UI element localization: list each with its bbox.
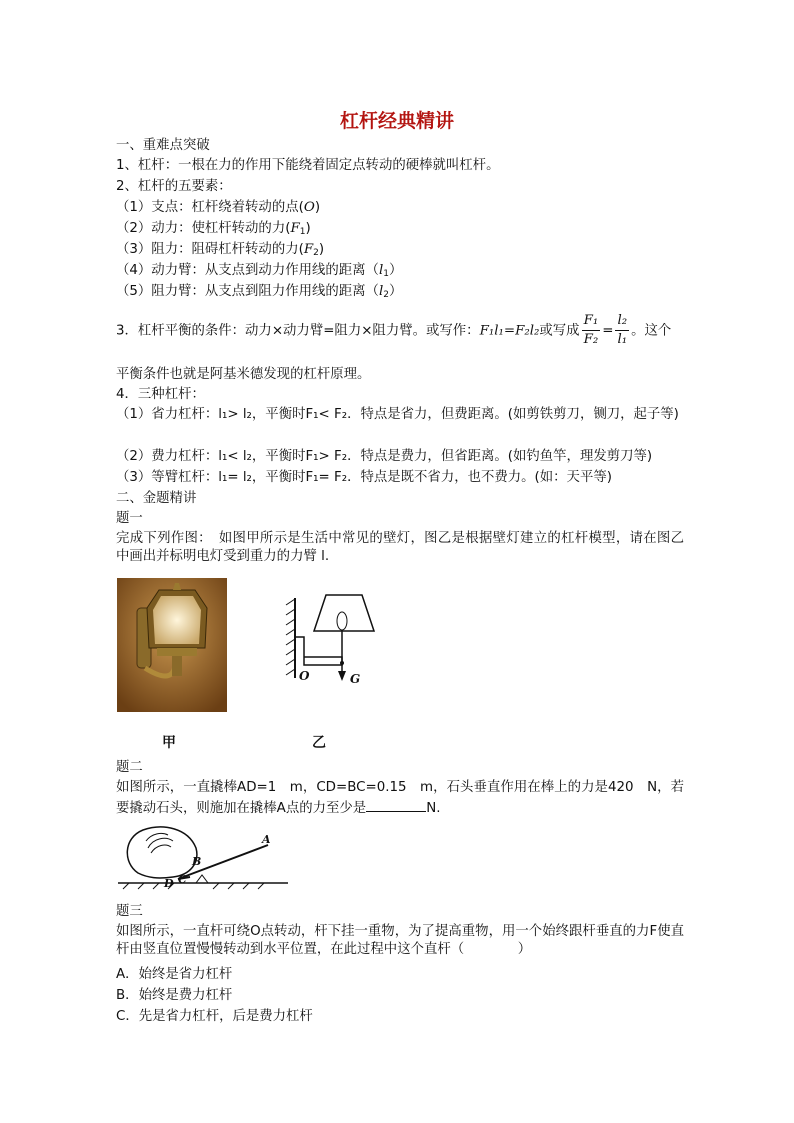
symbol-o: O <box>303 200 315 215</box>
answer-blank[interactable] <box>366 797 426 812</box>
element-load-text: （3）阻力：阻碍杠杆转动的力( <box>116 242 304 257</box>
para-lever-definition: 1、杠杆：一根在力的作用下能绕着固定点转动的硬棒就叫杠杆。 <box>116 158 500 173</box>
lever-equal-arm: （3）等臂杠杆：l₁= l₂，平衡时F₁= F₂．特点是既不省力，也不费力。(如：天平等) <box>116 470 612 485</box>
para-three-levers: 4．三种杠杆： <box>116 387 205 402</box>
q2-text-body: 如图所示，一直撬棒AD=1 m，CD=BC=0.15 m，石头垂直作用在棒上的力是420 N，若要撬动石头，则施加在撬棒A点的力至少是 <box>116 780 684 816</box>
balance-equation: F₁l₁=F₂l₂ <box>479 323 540 339</box>
lever-model-diagram <box>280 593 390 693</box>
caption-yi: 乙 <box>312 735 326 751</box>
lever-force-costing: （2）费力杠杆：l₁< l₂，平衡时F₁> F₂．特点是费力，但省距离。(如钓鱼竿，理发剪刀等) <box>116 449 653 464</box>
fraction-numerator: l₂ <box>615 312 629 331</box>
symbol-l: l <box>378 263 384 278</box>
section-heading-2: 二、金题精讲 <box>116 491 197 506</box>
q2-heading: 题二 <box>116 760 143 775</box>
caption-jia: 甲 <box>162 735 176 751</box>
element-effort-text: （2）动力：使杠杆转动的力( <box>116 221 291 236</box>
q1-heading: 题一 <box>116 511 143 526</box>
label-o: O <box>299 669 310 683</box>
lever-force-saving: （1）省力杠杆：l₁> l₂，平衡时F₁< F₂．特点是省力，但费距离。(如剪铁剪刀，铡刀，起子等) <box>116 407 679 422</box>
paren: ) <box>314 200 321 215</box>
element-load-arm-text: （5）阻力臂：从支点到阻力作用线的距离（ <box>116 284 379 299</box>
document-title: 杠杆经典精讲 <box>339 110 454 132</box>
para-archimedes: 平衡条件也就是阿基米德发现的杠杆原理。 <box>116 367 371 382</box>
q1-text: 完成下列作图： 如图甲所示是生活中常见的壁灯，图乙是根据壁灯建立的杠杆模型，请在图乙中画出并标明电灯受到重力的力臂 l. <box>116 531 684 564</box>
fraction-numerator: F₁ <box>582 312 601 331</box>
balance-or: 或写成 <box>539 323 580 339</box>
label-c: C <box>178 873 187 886</box>
section-heading-1: 一、重难点突破 <box>116 138 210 153</box>
element-load-arm <box>116 283 402 301</box>
element-effort-arm <box>116 262 402 280</box>
paren: ) <box>318 242 325 257</box>
wall-lamp-photo <box>117 578 227 712</box>
fraction-f <box>582 312 601 349</box>
label-b: B <box>192 855 202 868</box>
balance-text: 3．杠杆平衡的条件：动力×动力臂=阻力×阻力臂。或写作： <box>116 323 480 339</box>
para-balance-condition: 3．杠杆平衡的条件：动力×动力臂=阻力×阻力臂。或写作：F₁l₁=F₂l₂或写成 $\frac{\text{F₁}}{\text{F₂}}$ = $\frac{\text{l₂}}{\text{l₁}}$ 。这个 <box>116 313 672 347</box>
subscript: 2 <box>313 248 319 258</box>
label-a: A <box>262 833 271 846</box>
element-fulcrum-text: （1）支点：杠杆绕着转动的点( <box>116 200 304 215</box>
q2-unit: N. <box>426 801 441 816</box>
subscript: 1 <box>299 227 306 237</box>
fraction-l <box>615 312 629 349</box>
q3-option-a[interactable]: A．始终是省力杠杆 <box>116 967 233 982</box>
symbol-f: F <box>303 242 314 257</box>
balance-tail: 。这个 <box>631 323 672 339</box>
para-five-elements: 2、杠杆的五要素： <box>116 179 232 194</box>
q3-option-b[interactable]: B．始终是费力杠杆 <box>116 988 233 1003</box>
paren: ） <box>388 263 403 278</box>
q3-option-c[interactable]: C．先是省力杠杆，后是费力杠杆 <box>116 1009 313 1024</box>
fraction-denominator: l₁ <box>617 332 628 347</box>
label-d: D <box>164 877 174 890</box>
label-g: G <box>350 672 361 686</box>
element-effort-arm-text: （4）动力臂：从支点到动力作用线的距离（ <box>116 263 379 278</box>
paren: ) <box>305 221 311 236</box>
symbol-l: l <box>378 284 384 299</box>
element-load <box>116 241 324 259</box>
subscript: 2 <box>383 290 389 300</box>
element-effort <box>116 220 311 238</box>
symbol-f: F <box>290 221 300 236</box>
subscript: 1 <box>383 269 389 279</box>
fraction-denominator: F₂ <box>583 332 599 347</box>
q3-text: 如图所示，一直杆可绕O点转动，杆下挂一重物，为了提高重物，用一个始终跟杆垂直的力F使直杆由竖直位置慢慢转动到水平位置，在此过程中这个直杆（ ） <box>116 924 684 957</box>
q3-heading: 题三 <box>116 904 143 919</box>
q2-text <box>116 779 684 818</box>
paren: ） <box>388 284 403 299</box>
element-fulcrum <box>116 199 320 217</box>
